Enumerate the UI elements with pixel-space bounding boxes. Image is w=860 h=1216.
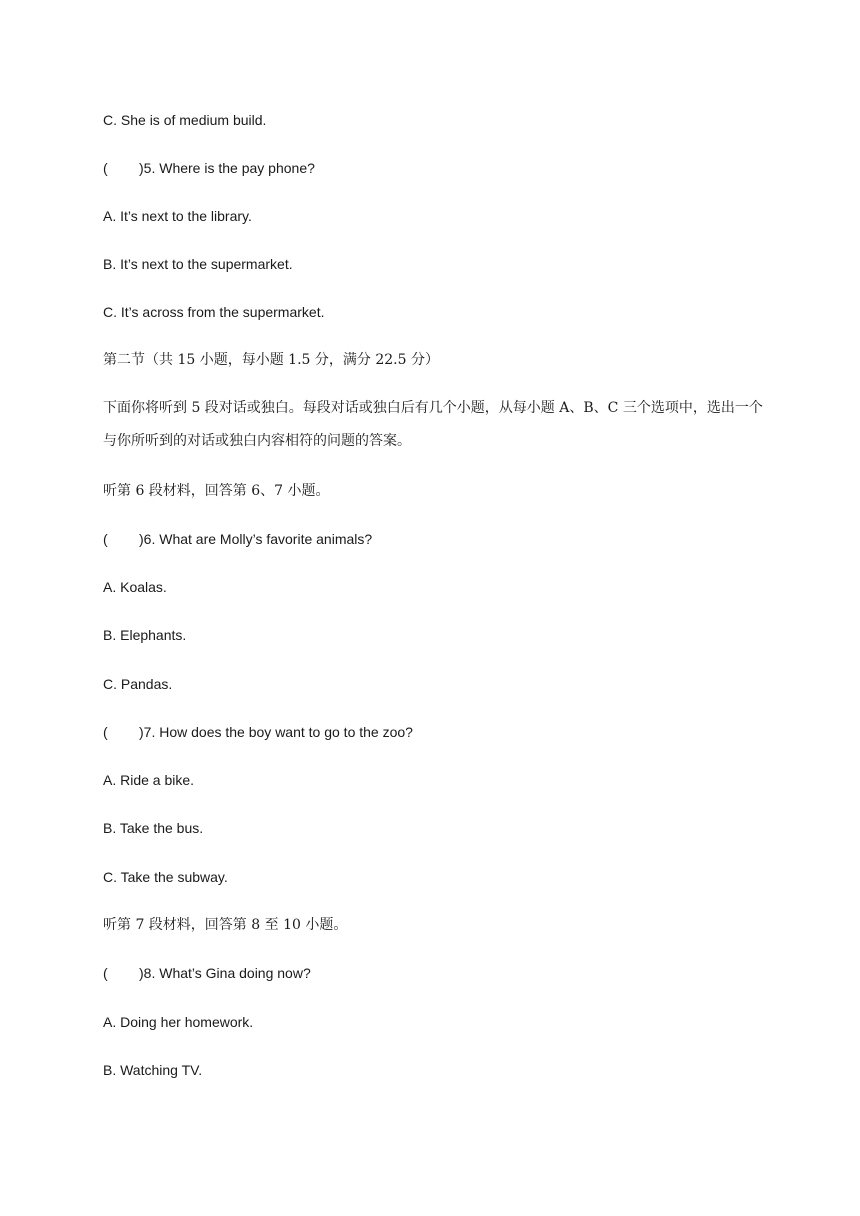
material-7-heading: 听第 7 段材料，回答第 8 至 10 小题。	[103, 917, 348, 933]
answer-blank: (	[103, 965, 108, 981]
option-q8-b: B. Watching TV.	[103, 1062, 203, 1078]
question-number: )5.	[139, 160, 160, 176]
option-q8-a: A. Doing her homework.	[103, 1014, 254, 1030]
option-q7-c: C. Take the subway.	[103, 869, 228, 885]
option-q6-a: A. Koalas.	[103, 579, 167, 595]
section-2-instructions: 下面你将听到 5 段对话或独白。每段对话或独白后有几个小题，从每小题 A、B、C 三个选项中，选出一个与你所听到的对话或独白内容相符的问题的答案。	[103, 400, 763, 449]
question-text: Where is the pay phone?	[159, 160, 315, 176]
option-q5-c: C. It’s across from the supermarket.	[103, 304, 325, 320]
answer-blank: (	[103, 531, 108, 547]
option-q7-a: A. Ride a bike.	[103, 772, 195, 788]
question-text: What’s Gina doing now?	[159, 965, 311, 981]
question-5	[103, 159, 315, 177]
question-number: )8.	[139, 965, 160, 981]
option-q5-a: A. It’s next to the library.	[103, 208, 252, 224]
section-2-title: 第二节（共 15 小题，每小题 1.5 分，满分 22.5 分）	[103, 352, 439, 368]
option-q6-c: C. Pandas.	[103, 676, 173, 692]
answer-blank: (	[103, 160, 108, 176]
question-number: )6.	[139, 531, 160, 547]
question-8	[103, 964, 311, 982]
answer-blank: (	[103, 724, 108, 740]
option-q4-c: C. She is of medium build.	[103, 112, 267, 128]
question-number: )7.	[139, 724, 160, 740]
question-7	[103, 723, 413, 741]
question-text: What are Molly’s favorite animals?	[159, 531, 373, 547]
question-6	[103, 530, 372, 548]
question-text: How does the boy want to go to the zoo?	[159, 724, 413, 740]
option-q5-b: B. It’s next to the supermarket.	[103, 256, 293, 272]
option-q6-b: B. Elephants.	[103, 627, 187, 643]
material-6-heading: 听第 6 段材料，回答第 6、7 小题。	[103, 483, 330, 499]
option-q7-b: B. Take the bus.	[103, 820, 204, 836]
